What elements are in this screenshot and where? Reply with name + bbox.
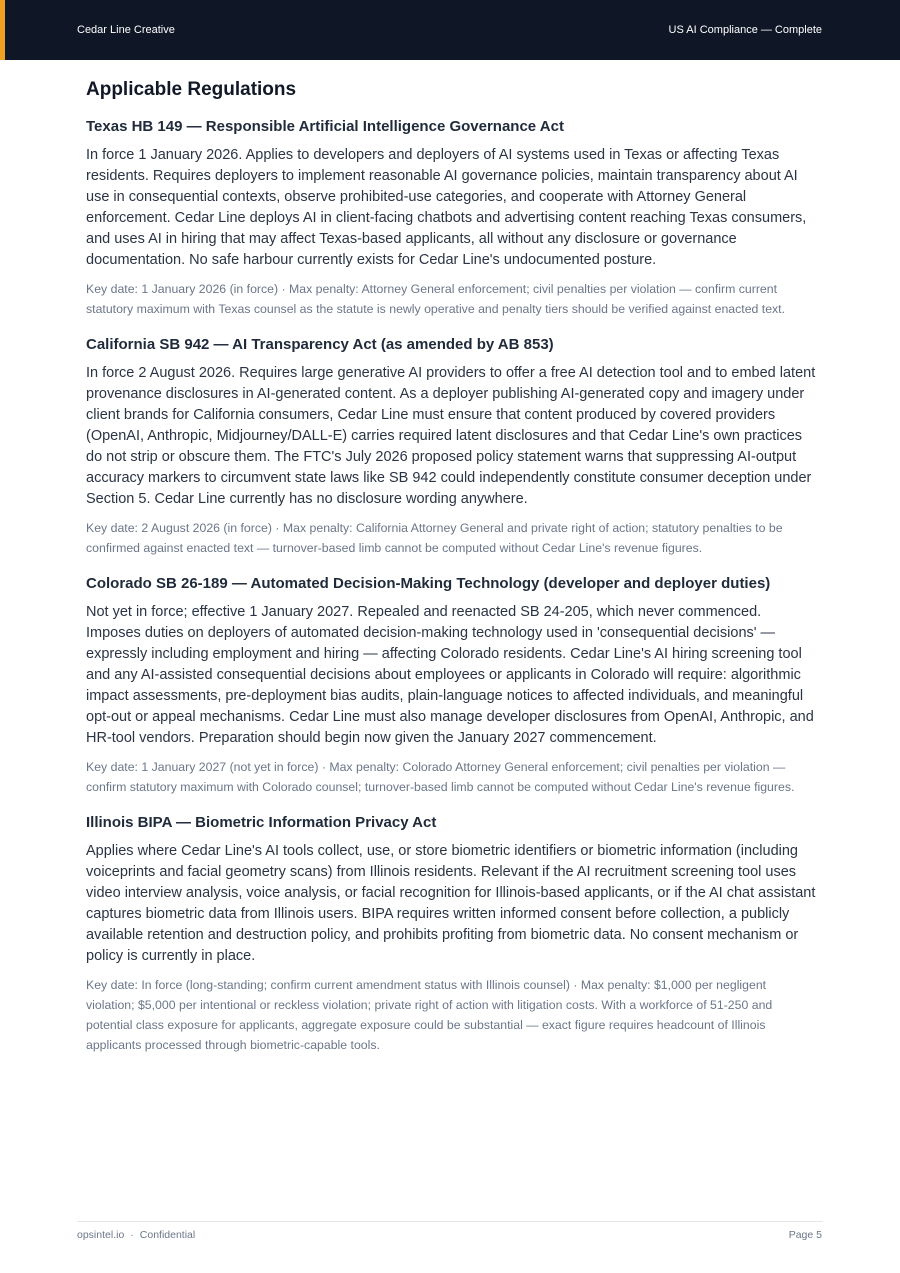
regulation-key-date-penalty: Key date: 2 August 2026 (in force) · Max penalty: California Attorney General and private right of action; statutory penalties to be confirmed against enacted text — turnover-based limb cannot be computed without Cedar Line's revenue figures. [86,521,783,555]
regulation-key-date-penalty: Key date: 1 January 2026 (in force) · Max penalty: Attorney General enforcement; civil penalties per violation — confirm current statutory maximum with Texas counsel as the statute is newly operative and penalty tiers should be verified against enacted text. [86,282,786,316]
footer-separator: · [130,1229,134,1241]
main-content [86,78,816,1072]
regulation-colorado-sb26-189 [86,575,816,797]
page-header [0,0,900,60]
header-company-name: Cedar Line Creative [77,24,175,36]
regulation-body: Not yet in force; effective 1 January 2027. Repealed and reenacted SB 24-205, which never commenced. Imposes duties on deployers of automated decision-making technology used in 'consequential decisions' — expressly including employment and hiring — affecting Colorado residents. Cedar Line's AI hiring screening tool and any AI-assisted consequential decisions about employees or applicants in Colorado will require: algorithmic impact assessments, pre-deployment bias audits, plain-language notices to affected individuals, and meaningful opt-out or appeal mechanisms. Cedar Line must also manage developer disclosures from OpenAI, Anthropic, and HR-tool vendors. Preparation should begin now given the January 2027 commencement. [86,604,814,746]
regulation-key-date-penalty: Key date: 1 January 2027 (not yet in force) · Max penalty: Colorado Attorney General enforcement; civil penalties per violation — confirm statutory maximum with Colorado counsel; turnover-based limb cannot be computed without Cedar Line's revenue figures. [86,760,795,794]
regulation-body: In force 2 August 2026. Requires large generative AI providers to offer a free AI detection tool and to embed latent provenance disclosures in AI-generated content. As a deployer publishing AI-generated copy and imagery under client brands for California consumers, Cedar Line must ensure that content produced by covered providers (OpenAI, Anthropic, Midjourney/DALL-E) carries required latent disclosures and that Cedar Line's own practices do not strip or obscure them. The FTC's July 2026 proposed policy statement warns that suppressing AI-output accuracy markers to circumvent state laws like SB 942 could independently constitute consumer deception under Section 5. Cedar Line currently has no disclosure wording anywhere. [86,365,816,507]
footer-site-link[interactable]: opsintel.io [77,1229,125,1241]
regulation-title: Texas HB 149 — Responsible Artificial Intelligence Governance Act [86,118,564,135]
regulation-illinois-bipa [86,814,816,1055]
footer-divider [77,1221,823,1222]
header-report-title: US AI Compliance — Complete [668,24,822,36]
regulation-body: Applies where Cedar Line's AI tools collect, use, or store biometric identifiers or biometric information (including voiceprints and facial geometry scans) from Illinois residents. Relevant if the AI recruitment screening tool uses video interview analysis, voice analysis, or facial recognition for Illinois-based applicants, or if the AI chat assistant captures biometric data from Illinois users. BIPA requires written informed consent before collection, a publicly available retention and destruction policy, and prohibits profiting from biometric data. No consent mechanism or policy is currently in place. [86,843,816,964]
regulation-california-sb942 [86,336,816,558]
regulation-texas-hb149 [86,118,816,319]
regulation-title: Illinois BIPA — Biometric Information Privacy Act [86,814,437,831]
footer-page-number: Page 5 [788,1229,822,1241]
regulation-title: Colorado SB 26-189 — Automated Decision-Making Technology (developer and deployer duties) [86,575,771,592]
regulation-title: California SB 942 — AI Transparency Act (as amended by AB 853) [86,336,554,353]
footer-classification: Confidential [139,1229,196,1241]
footer-left [77,1229,195,1241]
regulation-body: In force 1 January 2026. Applies to developers and deployers of AI systems used in Texas or affecting Texas residents. Requires deployers to implement reasonable AI governance policies, maintain transparency about AI use in consequential contexts, observe prohibited-use categories, and cooperate with Attorney General enforcement. Cedar Line deploys AI in client-facing chatbots and advertising content reaching Texas consumers, and uses AI in hiring that may affect Texas-based applicants, all without any disclosure or governance documentation. No safe harbour currently exists for Cedar Line's undocumented posture. [86,147,807,268]
section-title: Applicable Regulations [86,79,297,100]
regulation-key-date-penalty: Key date: In force (long-standing; confirm current amendment status with Illinois counsel) · Max penalty: $1,000 per negligent violation; $5,000 per intentional or reckless violation; private right of action with litigation costs. With a workforce of 51-250 and potential class exposure for applicants, aggregate exposure could be substantial — exact figure requires headcount of Illinois applicants processed through biometric-capable tools. [86,978,773,1052]
header-accent-bar [0,0,5,60]
